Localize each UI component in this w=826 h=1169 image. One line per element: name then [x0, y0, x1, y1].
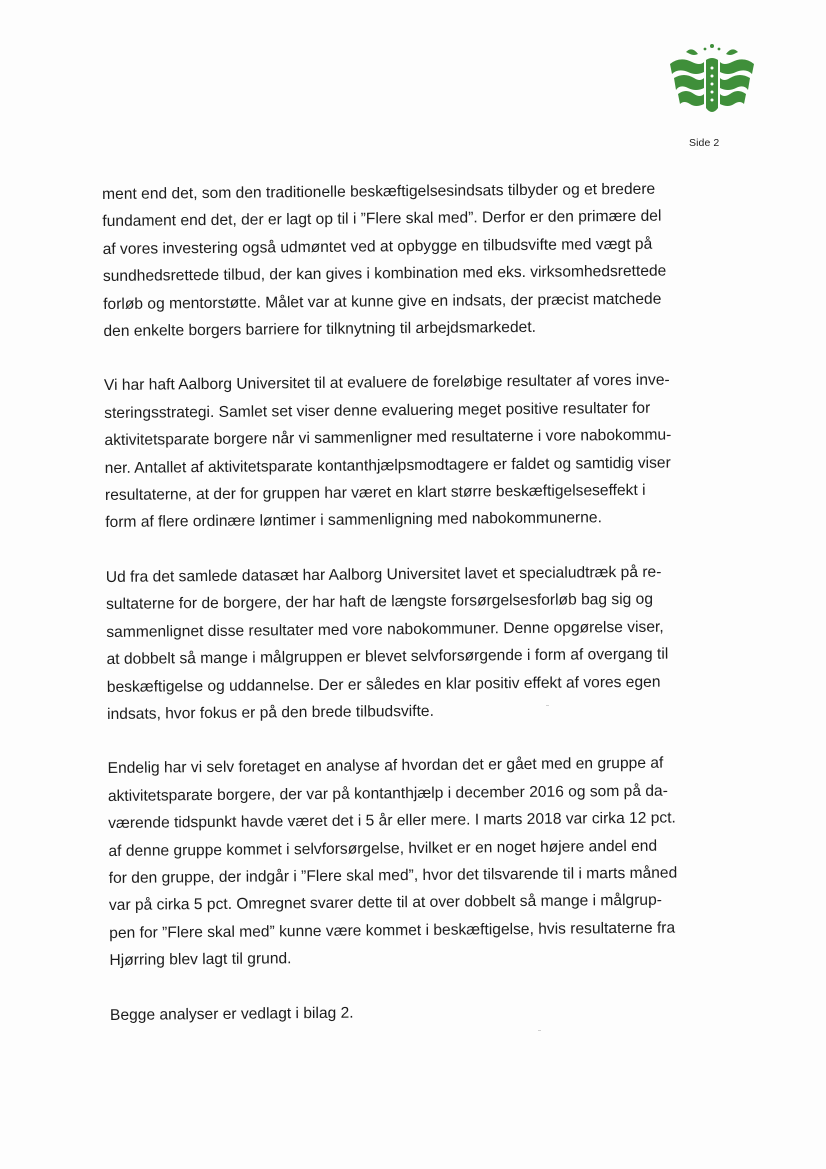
- text-line: Ud fra det samlede datasæt har Aalborg Universitet lavet et specialudtræk på re-: [105, 563, 662, 586]
- text-line: fundament end det, der er lagt op til i ”Flere skal med”. Derfor er den primære del: [102, 208, 662, 231]
- text-line: beskæftigelse og uddannelse. Der er således en klar positiv effekt af vores egen: [106, 673, 661, 696]
- text-line: ment end det, som den traditionelle beskæftigelsesindsats tilbyder og et bredere: [102, 180, 656, 203]
- text-line: ner. Antallet af aktivitetsparate kontanthjælpsmodtagere er faldet og samtidig viser: [104, 454, 671, 477]
- text-line: aktivitetsparate borgere når vi sammenligner med resultaterne i vore nabokommu-: [104, 426, 672, 450]
- text-line: sultaterne for de borgere, der har haft de længste forsørgelsesforløb bag sig og: [105, 591, 654, 614]
- text-line: aktivitetsparate borgere, der var på kontanthjælp i december 2016 og som på da-: [107, 782, 668, 805]
- paragraph: [110, 996, 688, 1029]
- page-number: Side 2: [689, 137, 720, 149]
- text-line: Begge analyser er vedlagt i bilag 2.: [109, 1004, 354, 1024]
- letter-body: [102, 175, 688, 1055]
- text-line: pen for ”Flere skal med” kunne være kommet i beskæftigelse, hvis resultaterne fra: [109, 919, 676, 942]
- text-line: var på cirka 5 pct. Omregnet svarer dette til at over dobbelt så mange i målgrup-: [108, 892, 662, 915]
- paragraph: [104, 367, 684, 537]
- text-line: Hjørring blev lagt til grund.: [109, 950, 292, 970]
- text-line: for den gruppe, der indgår i ”Flere skal med”, hvor det tilsvarende til i marts måned: [108, 864, 678, 887]
- text-line: Vi har haft Aalborg Universitet til at evaluere de foreløbige resultater af vores inve-: [103, 371, 670, 395]
- scan-speck: [538, 1030, 541, 1031]
- text-line: sundhedsrettede tilbud, der kan gives i kombination med eks. virksomhedsrettede: [102, 262, 667, 286]
- paragraph: [106, 558, 686, 728]
- text-line: form af flere ordinære løntimer i sammenligning med nabokommunerne.: [105, 509, 602, 532]
- text-line: forløb og mentorstøtte. Målet var at kunne give en indsats, der præcist matchede: [103, 290, 662, 313]
- text-line: den enkelte borgers barriere for tilknytning til arbejdsmarkedet.: [103, 318, 537, 341]
- text-line: værende tidspunkt havde været det i 5 år eller mere. I marts 2018 var cirka 12 pct.: [108, 809, 676, 833]
- text-line: at dobbelt så mange i målgruppen er blevet selvforsørgende i form af overgang til: [106, 645, 669, 669]
- municipality-crest-icon: [666, 42, 758, 122]
- text-line: steringsstrategi. Samlet set viser denne evaluering meget positive resultater for: [104, 399, 651, 422]
- paragraph: [108, 750, 688, 975]
- text-line: resultaterne, at der for gruppen har været en klart større beskæftigelseseffekt i: [104, 481, 646, 505]
- text-line: indsats, hvor fokus er på den brede tilbudsvifte.: [107, 702, 434, 723]
- text-line: sammenlignet disse resultater med vore nabokommuner. Denne opgørelse viser,: [106, 618, 664, 641]
- text-line: af denne gruppe kommet i selvforsørgelse, hvilket er en noget højere andel end: [108, 837, 658, 860]
- scan-speck: [546, 705, 549, 706]
- text-line: Endelig har vi selv foretaget en analyse af hvordan det er gået med en gruppe af: [107, 754, 664, 778]
- text-line: af vores investering også udmøntet ved at opbygge en tilbudsvifte med vægt på: [102, 235, 653, 258]
- paragraph: [102, 175, 682, 345]
